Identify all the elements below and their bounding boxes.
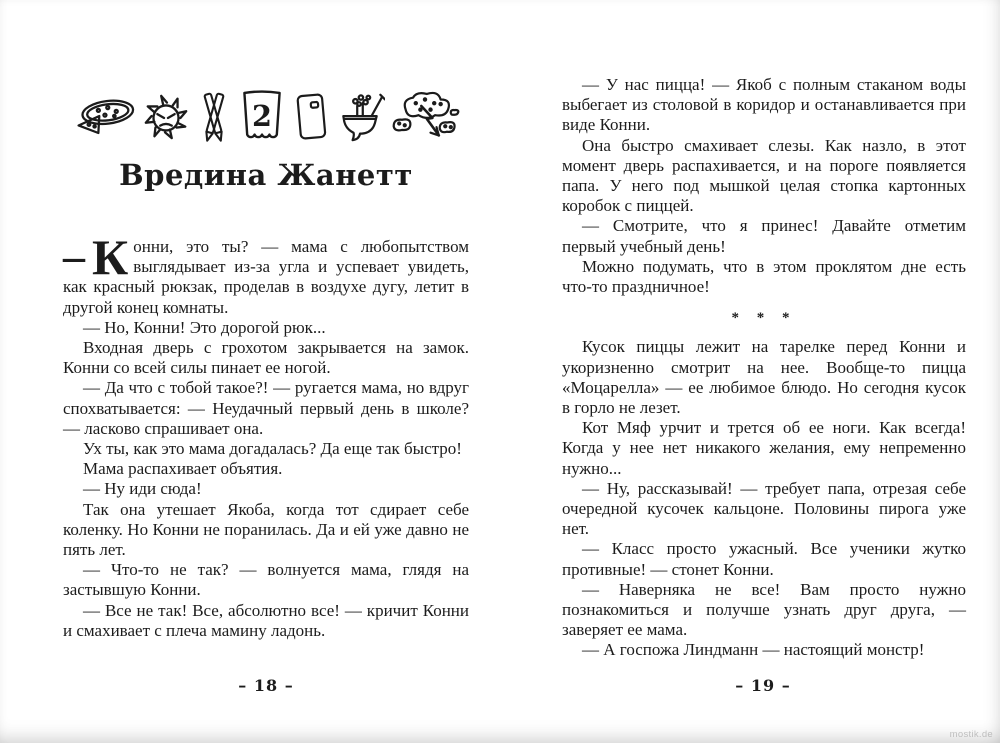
paragraph: Кот Мяф урчит и трется об ее ноги. Как всегда! Когда у нее нет никакого желания, ему непременно нужно... — [562, 418, 966, 478]
paragraph: — Смотрите, что я принес! Давайте отметим первый учебный день! — [562, 216, 966, 256]
dropcap-dash: – — [63, 232, 85, 281]
paragraph: Ух ты, как это мама догадалась? Да еще так быстро! — [83, 439, 462, 459]
paragraph: — Класс просто ужасный. Все ученики жутко противные! — стонет Конни. — [562, 539, 966, 579]
door-icon — [292, 90, 330, 144]
paragraph: — А госпожа Линдманн — настоящий монстр! — [582, 640, 925, 660]
paragraph: — Наверняка не все! Вам просто нужно познакомиться и получше узнать друг друга, — заверяет ее мама. — [562, 579, 966, 640]
chapter-number: 2 — [252, 99, 272, 134]
section-separator: * * * — [731, 310, 797, 327]
paragraph: — Но, Конни! Это дорогой рюк... — [83, 317, 326, 337]
paragraph: — Ну иди сюда! — [83, 479, 202, 499]
dropcap-letter: К — [92, 229, 129, 285]
left-page-text — [63, 229, 469, 641]
watermark: mostik.de — [949, 729, 993, 740]
angry-sun-icon — [141, 91, 191, 143]
paragraph: Мама распахивает объятия. — [83, 459, 283, 479]
paragraph: Кусок пиццы лежит на тарелке перед Конни и укоризненно смотрит на нее. Вообще-то пицца «Моцарелла» — ее любимое блюдо. Но сегодня кусок в горло не лезет. — [562, 337, 966, 418]
chapter-title: Вредина Жанетт — [119, 158, 413, 192]
paragraph: — Что-то не так? — волнуется мама, глядя на застывшую Конни. — [63, 560, 469, 600]
paragraph: — Ну, рассказывай! — требует папа, отрезая себе очередной кусочек кальцоне. Половины пирога уже нет. — [562, 478, 966, 539]
left-page-number: – 18 – — [238, 676, 294, 695]
paragraph: Входная дверь с грохотом закрывается на замок. Конни со всей силы пинает ее ногой. — [63, 338, 469, 378]
chapter-number-badge — [237, 87, 287, 147]
crossed-pencils-icon — [196, 89, 232, 145]
paragraph: — У нас пицца! — Якоб с полным стаканом воды выбегает из столовой в коридор и останавливается при виде Конни. — [562, 75, 966, 135]
right-page-text-before-separator — [562, 75, 966, 297]
paragraph: Она быстро смахивает слезы. Как назло, в этот момент дверь распахивается, и на пороге появляется папа. У него под мышкой целая стопка картонных коробок с пиццей. — [562, 135, 966, 216]
opening-paragraph: – К онни, это ты? — мама с любопытством выглядывает из-за угла и успевает увидеть, как красный рюкзак, проделав в воздухе дугу, летит в другой конец комнаты. — [63, 229, 469, 317]
paragraph: — Все не так! Все, абсолютно все! — кричит Конни и смахивает с плеча мамину ладонь. — [63, 600, 469, 640]
chapter-icons-row — [63, 84, 469, 150]
right-page-text — [562, 75, 966, 661]
pizza-icon — [72, 94, 136, 140]
paragraph: Так она утешает Якоба, когда тот сдирает себе коленку. Но Конни не поранилась. Да и ей уже давно не пять лет. — [63, 499, 469, 560]
right-page-number: – 19 – — [735, 676, 791, 695]
storm-cloud-lightning-icon — [390, 90, 460, 144]
toilet-flowers-icon — [335, 90, 385, 144]
paragraph: Можно подумать, что в этом проклятом дне есть что-то праздничное! — [562, 256, 966, 297]
right-page-text-after-separator — [562, 337, 966, 660]
paragraph: — Да что с тобой такое?! — ругается мама, но вдруг спохватывается: — Неудачный первый день в школе? — ласково спрашивает она. — [63, 378, 469, 438]
